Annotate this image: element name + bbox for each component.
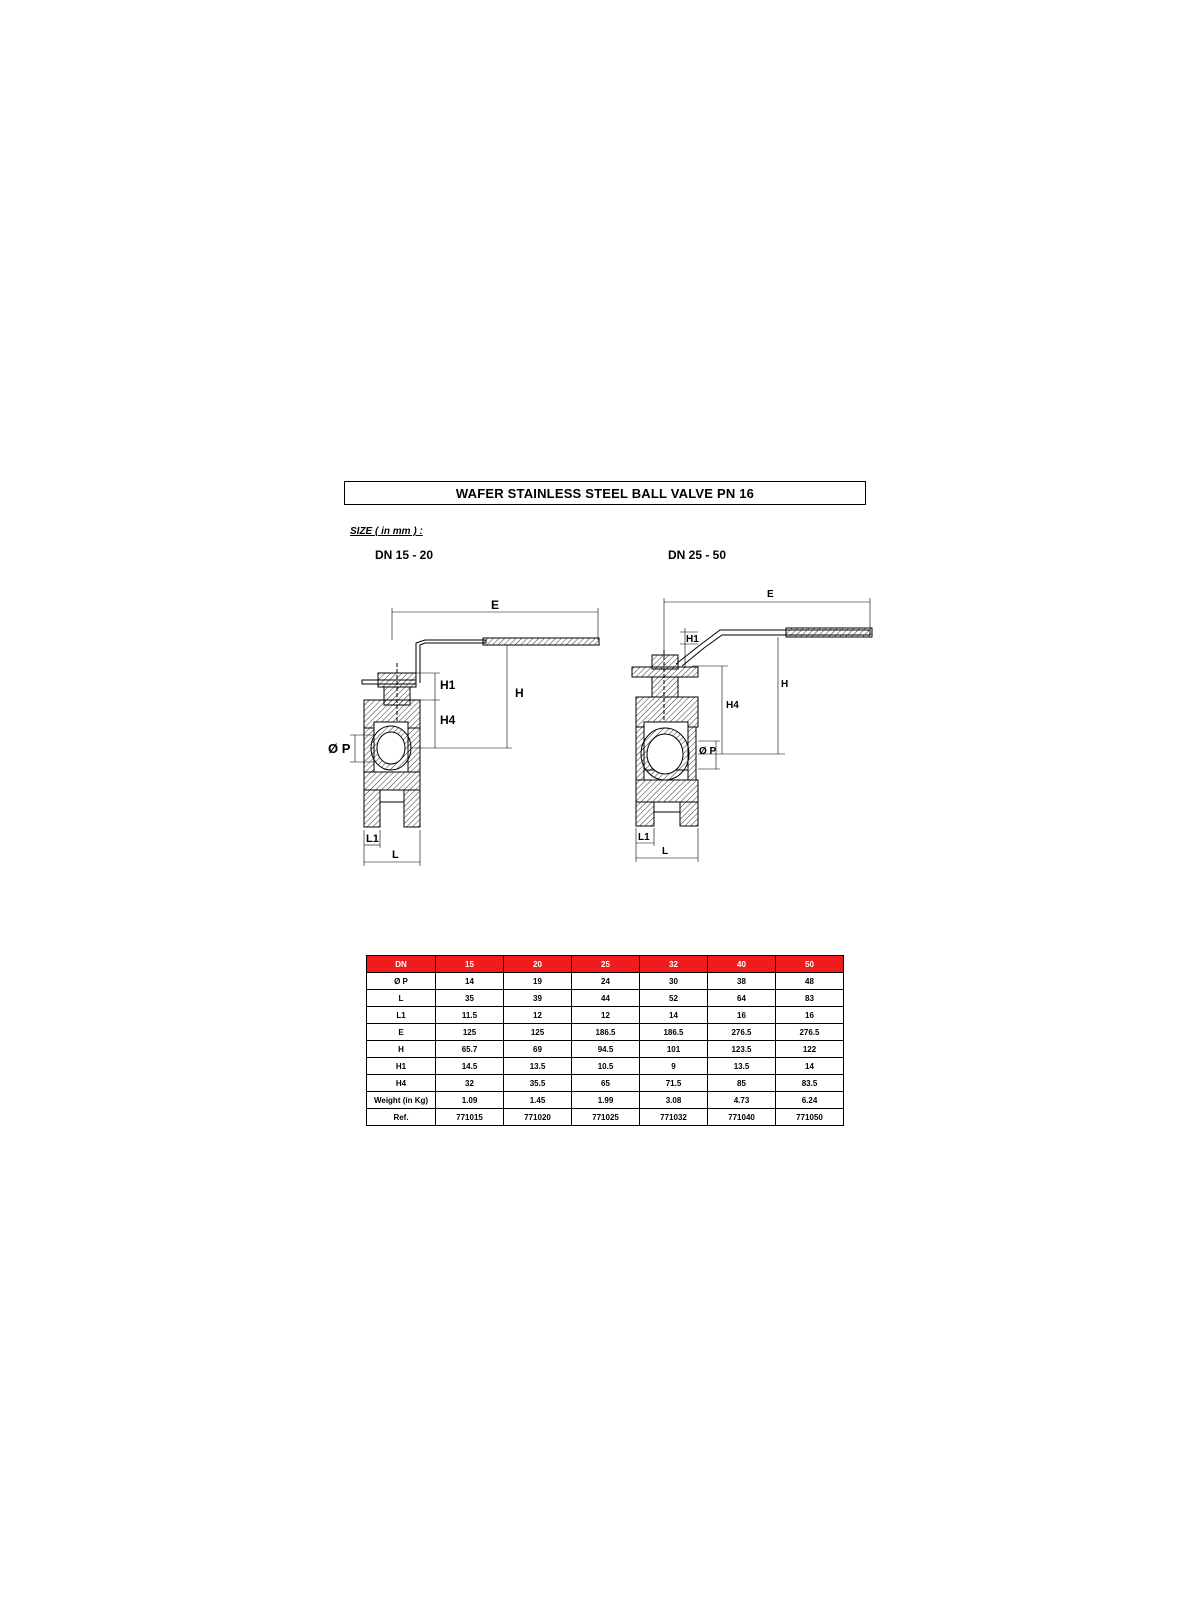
left-label-l1: L1 [366,833,379,845]
table-cell: 48 [776,973,844,990]
table-row [367,1075,844,1092]
table-header-cell: 20 [504,956,572,973]
table-cell: 6.24 [776,1092,844,1109]
table-cell: 9 [640,1058,708,1075]
table-row-label: Ø P [367,973,436,990]
table-row-label: H [367,1041,436,1058]
table-cell: 16 [708,1007,776,1024]
table-row-label: H1 [367,1058,436,1075]
table-cell: 11.5 [436,1007,504,1024]
table-cell: 71.5 [640,1075,708,1092]
table-cell: 52 [640,990,708,1007]
left-label-e: E [491,598,500,612]
table-cell: 35 [436,990,504,1007]
left-label-h4: H4 [440,713,456,727]
table-cell: 35.5 [504,1075,572,1092]
table-header-row [367,956,844,973]
table-cell: 44 [572,990,640,1007]
table-header-cell: 25 [572,956,640,973]
right-label-l1: L1 [638,832,650,843]
table-cell: 125 [504,1024,572,1041]
table-cell: 64 [708,990,776,1007]
table-cell: 1.45 [504,1092,572,1109]
left-label-h1: H1 [440,678,456,692]
table-header-cell: 32 [640,956,708,973]
right-label-h1: H1 [686,634,699,645]
table-cell: 94.5 [572,1041,640,1058]
left-label-h: H [515,686,524,700]
table-cell: 3.08 [640,1092,708,1109]
table-row [367,973,844,990]
left-label-l: L [392,849,399,861]
left-valve-drawing [350,608,600,866]
table-row-label: E [367,1024,436,1041]
table-cell: 123.5 [708,1041,776,1058]
table-cell: 186.5 [572,1024,640,1041]
table-cell: 83.5 [776,1075,844,1092]
table-cell: 186.5 [640,1024,708,1041]
document-title: WAFER STAINLESS STEEL BALL VALVE PN 16 [344,481,866,505]
table-cell: 38 [708,973,776,990]
table-cell: 13.5 [504,1058,572,1075]
table-header-cell: DN [367,956,436,973]
table-row [367,1041,844,1058]
table-cell: 771015 [436,1109,504,1126]
table-cell: 83 [776,990,844,1007]
table-cell: 101 [640,1041,708,1058]
table-cell: 1.09 [436,1092,504,1109]
table-cell: 30 [640,973,708,990]
table-cell: 12 [572,1007,640,1024]
table-row-label: H4 [367,1075,436,1092]
table-cell: 14.5 [436,1058,504,1075]
table-row [367,1058,844,1075]
left-drawing-caption: DN 15 - 20 [375,548,434,562]
table-row-label: Ref. [367,1109,436,1126]
table-cell: 65.7 [436,1041,504,1058]
table-cell: 14 [640,1007,708,1024]
table-cell: 13.5 [708,1058,776,1075]
table-cell: 125 [436,1024,504,1041]
table-cell: 771050 [776,1109,844,1126]
table-cell: 39 [504,990,572,1007]
table-cell: 65 [572,1075,640,1092]
table-cell: 122 [776,1041,844,1058]
table-cell: 1.99 [572,1092,640,1109]
table-cell: 276.5 [708,1024,776,1041]
table-cell: 16 [776,1007,844,1024]
table-row-label: L1 [367,1007,436,1024]
right-label-l: L [662,846,669,857]
table-cell: 14 [436,973,504,990]
table-row [367,1024,844,1041]
table-cell: 32 [436,1075,504,1092]
table-cell: 771025 [572,1109,640,1126]
table-cell: 12 [504,1007,572,1024]
table-cell: 85 [708,1075,776,1092]
left-label-diameter-p: Ø P [328,741,351,756]
table-header-cell: 40 [708,956,776,973]
table-row [367,1092,844,1109]
right-label-e: E [767,589,774,600]
table-cell: 10.5 [572,1058,640,1075]
table-cell: 771020 [504,1109,572,1126]
table-cell: 19 [504,973,572,990]
right-drawing-caption: DN 25 - 50 [668,548,727,562]
table-cell: 771040 [708,1109,776,1126]
table-cell: 276.5 [776,1024,844,1041]
table-cell: 24 [572,973,640,990]
right-label-h: H [781,679,789,690]
right-label-diameter-p: Ø P [699,746,717,757]
table-cell: 69 [504,1041,572,1058]
table-cell: 4.73 [708,1092,776,1109]
table-row [367,1007,844,1024]
table-header-cell: 50 [776,956,844,973]
right-label-h4: H4 [726,700,739,711]
table-row [367,1109,844,1126]
table-row [367,990,844,1007]
table-cell: 771032 [640,1109,708,1126]
table-header-cell: 15 [436,956,504,973]
dimensions-table [366,955,844,1126]
table-row-label: L [367,990,436,1007]
table-row-label: Weight (in Kg) [367,1092,436,1109]
table-cell: 14 [776,1058,844,1075]
right-valve-drawing [632,598,872,862]
size-label: SIZE ( in mm ) : [350,526,423,537]
